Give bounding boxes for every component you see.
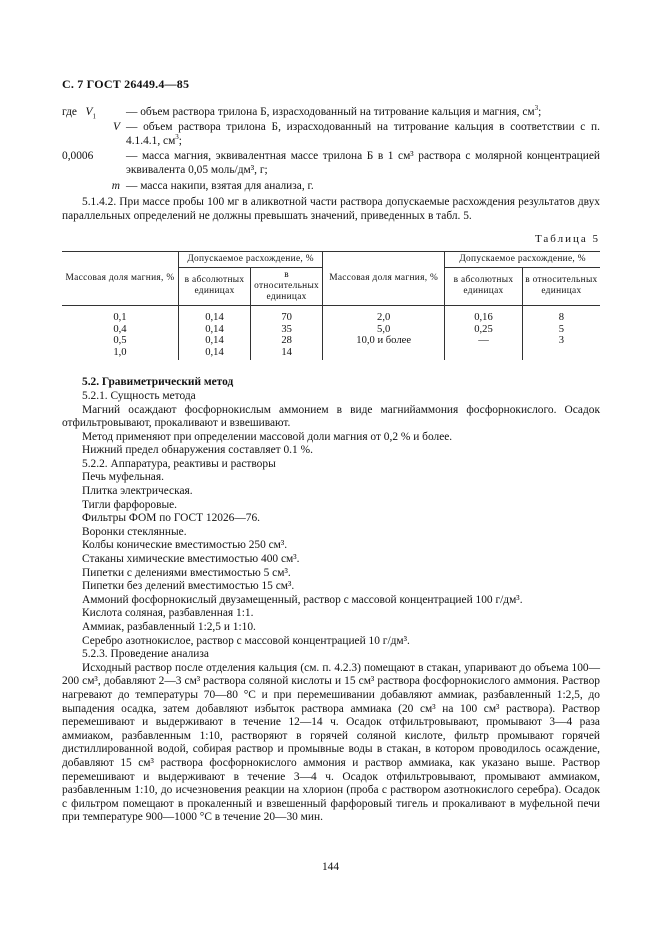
col-header-mass: Массовая доля магния, % xyxy=(62,251,178,305)
definition-text: — объем раствора трилона Б, израсходованный на титрование кальция в соответствии с п. 4.1.4.1, $см^3$; xyxy=(126,121,600,147)
subsection-5-2-3: 5.2.3. Проведение анализа xyxy=(82,648,209,661)
paragraph-5-1-4-2: 5.1.4.2. При массе пробы 100 мг в аликвотной части раствора допускаемые расхождения результатов двух параллельных определений не должны превышать значений, приведенных в табл. 5. xyxy=(62,196,600,222)
definition-symbol: 0,0006 xyxy=(62,150,94,163)
table-5 xyxy=(62,251,600,360)
paragraph-procedure: Исходный раствор после отделения кальция (см. п. 4.2.3) помещают в стакан, упаривают до объема 100—200 см³, добавляют 2—3 см³ раствора соляной кислоты и 15 см³ раствора фосфорнокислого аммония. Раствор нагревают до температуры 70—80 °С и при перемешивании добавляют аммиак, разбавленный 1:2,5, до выпадения осадка, затем добавляют избыток раствора аммиака (20 см³ на 100 см³ раствора). Раствор перемешивают и выдерживают в течение 12—14 ч. Осадок отфильтровывают, промывают 3—4 раза аммиаком, разбавленным 1:10, растворяют в горячей соляной кислоте, фильтр промывают горячей дистиллированной водой, собирая раствор и промывные воды в стакан, в котором проводилось осаждение, добавляют 15 см³ раствора фосфорнокислого аммония и раствор аммиака, как указано выше. Раствор перемешивают и выдерживают в течение 3—4 ч. Осадок отфильтровывают, промывают аммиаком, разбавленным 1:10, до исчезновения реакции на хлорион (проба с раствором азотнокислого серебра). Осадок с фильтром помещают в прокаленный и взвешенный фарфоровый тигель и прокаливают в муфельной печи при температуре 900—1000 °С в течение 20—30 мин. xyxy=(62,661,600,824)
list-item: Тигли фарфоровые. xyxy=(82,498,178,511)
variable-definitions xyxy=(62,103,600,194)
definition-text: — масса магния, эквивалентная массе трилона Б в 1 см³ раствора с молярной концентрацией эквивалента 0,05 моль/дм³, г; xyxy=(126,150,600,176)
document-header: С. 7 ГОСТ 26449.4—85 xyxy=(62,77,190,91)
cell-abs: 0,14 0,14 0,14 0,14 xyxy=(178,305,250,360)
col-header-mass-2: Массовая доля магния, % xyxy=(323,251,445,305)
definition-m xyxy=(62,180,600,194)
document-page xyxy=(62,78,600,825)
cell-rel-2: 8 5 3 xyxy=(522,305,600,360)
list-item: Стаканы химические вместимостью 400 см³. xyxy=(82,553,300,566)
definition-text: — масса накипи, взятая для анализа, г. xyxy=(126,179,314,192)
section-title-5-2: 5.2. Гравиметрический метод xyxy=(82,376,234,389)
definition-symbol: V xyxy=(113,121,120,134)
definition-symbol: где $V_1$ xyxy=(62,105,96,120)
subsection-5-2-2: 5.2.2. Аппаратура, реактивы и растворы xyxy=(82,457,276,470)
col-header-rel-2: в относительных единицах xyxy=(522,267,600,305)
list-item: Плитка электрическая. xyxy=(82,485,193,498)
col-header-group: Допускаемое расхождение, % xyxy=(178,251,322,267)
definition-0-0006 xyxy=(62,150,600,177)
list-item: Серебро азотнокислое, раствор с массовой концентрацией 10 г/дм³. xyxy=(82,634,410,647)
list-item: Аммоний фосфорнокислый двузамещенный, раствор с массовой концентрацией 100 г/дм³. xyxy=(82,593,523,606)
paragraph-essence: Магний осаждают фосфорнокислым аммонием в виде магнийаммония фосфорнокислого. Осадок отфильтровывают, прокаливают и взвешивают. xyxy=(62,403,600,430)
page-number: 144 xyxy=(321,861,340,873)
subsection-5-2-1: 5.2.1. Сущность метода xyxy=(82,389,196,402)
equipment-list xyxy=(62,471,600,648)
list-item: Кислота соляная, разбавленная 1:1. xyxy=(82,607,254,620)
definition-v1 xyxy=(62,103,600,120)
col-header-rel: в относительных единицах xyxy=(251,267,323,305)
list-item: Аммиак, разбавленный 1:2,5 и 1:10. xyxy=(82,621,256,633)
list-item: Колбы конические вместимостью 250 см³. xyxy=(82,539,288,552)
list-item: Пипетки без делений вместимостью 15 см³. xyxy=(82,580,295,593)
table-caption: Таблица 5 xyxy=(534,233,600,246)
list-item: Фильтры ФОМ по ГОСТ 12026—76. xyxy=(82,512,261,525)
col-header-abs: в абсолютных единицах xyxy=(178,267,250,305)
cell-abs-2: 0,16 0,25 — xyxy=(445,305,523,360)
paragraph-limit: Нижний предел обнаружения составляет 0.1 %. xyxy=(82,444,313,457)
definition-text: — объем раствора трилона Б, израсходованный на титрование кальция и магния, $см^3$; xyxy=(126,103,542,118)
list-item: Пипетки с делениями вместимостью 5 см³. xyxy=(82,566,291,579)
cell-mass: 0,1 0,4 0,5 1,0 xyxy=(62,305,178,360)
col-header-abs-2: в абсолютных единицах xyxy=(445,267,523,305)
definition-v xyxy=(62,121,600,148)
list-item: Воронки стеклянные. xyxy=(82,525,187,538)
cell-mass-2: 2,0 5,0 10,0 и более xyxy=(323,305,445,360)
cell-rel: 70 35 28 14 xyxy=(251,305,323,360)
col-header-group-2: Допускаемое расхождение, % xyxy=(445,251,600,267)
list-item: Печь муфельная. xyxy=(82,471,164,484)
definition-symbol: m xyxy=(111,179,120,192)
paragraph-method: Метод применяют при определении массовой доли магния от 0,2 % и более. xyxy=(82,430,453,443)
table-row xyxy=(62,305,600,360)
